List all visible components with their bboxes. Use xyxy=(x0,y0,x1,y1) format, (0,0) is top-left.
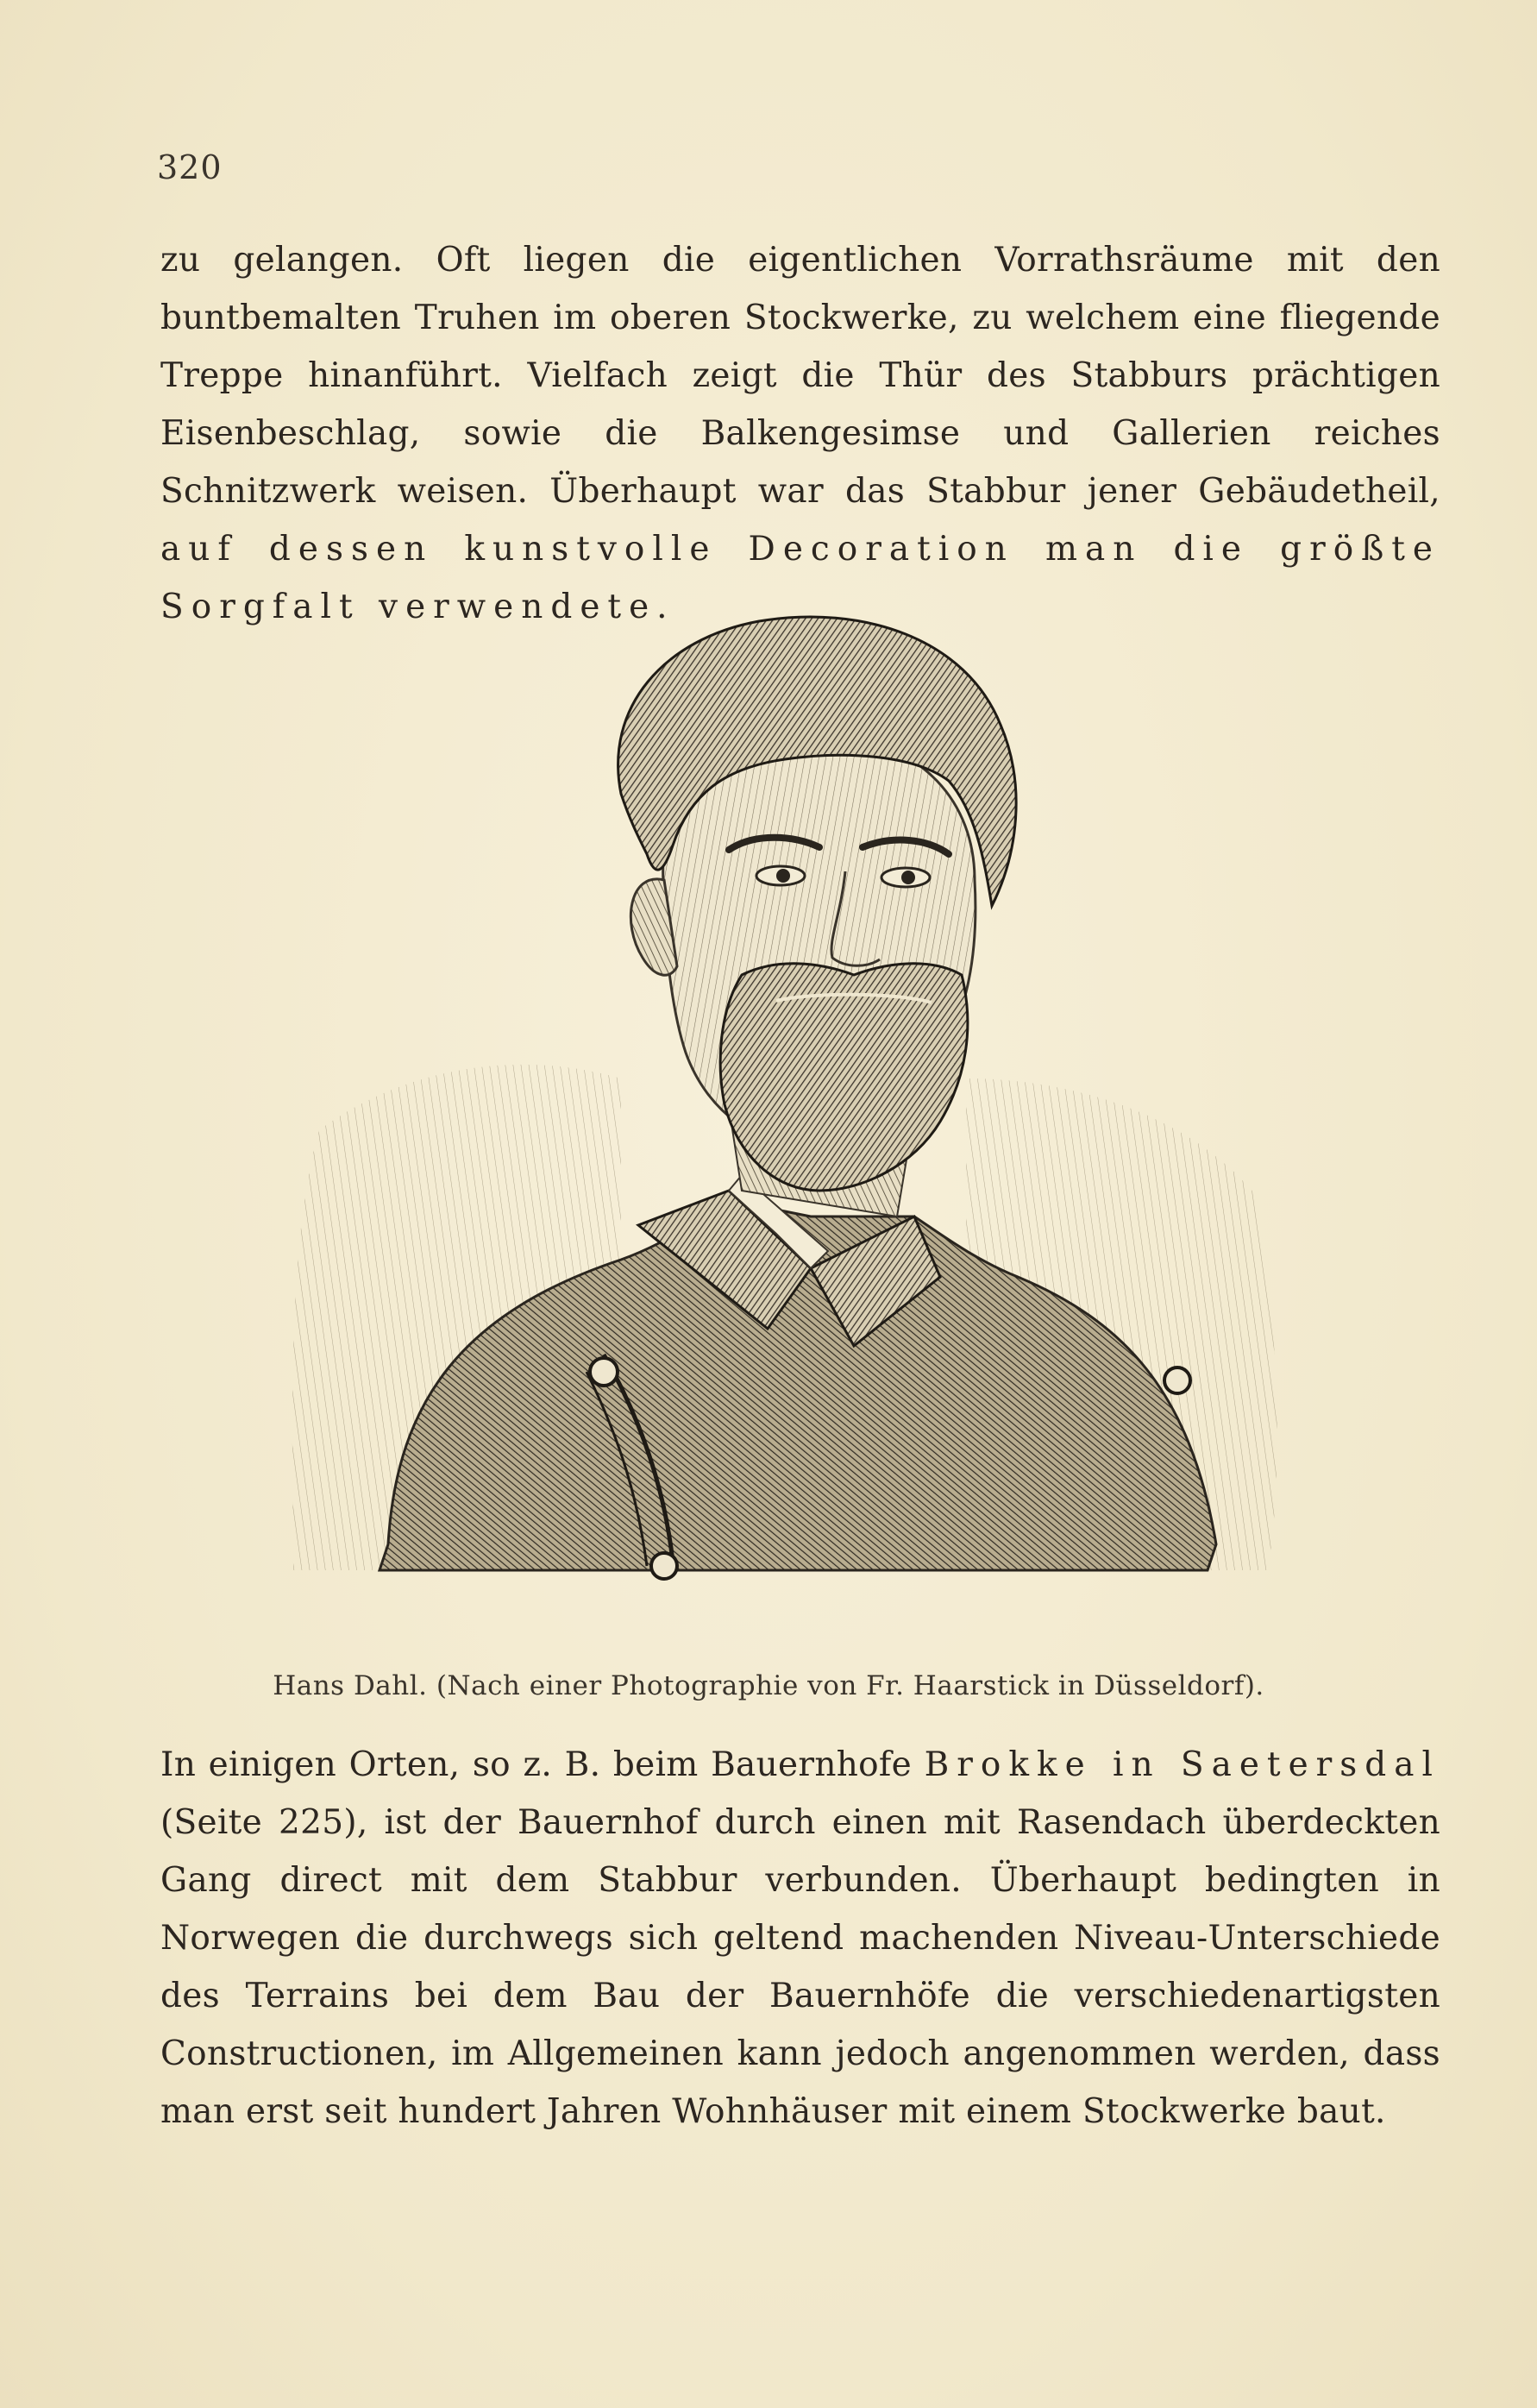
figure-caption: Hans Dahl. (Nach einer Photographie von Fr. Haarstick in Düsseldorf). xyxy=(273,1670,1264,1701)
paragraph-2-text-b: (Seite 225), ist der Bauernhof durch einen mit Rasendach überdeckten Gang direct mit dem Stabbur verbunden. Überhaupt bedingten in Norwegen die durchwegs sich geltend machenden Niveau-Unterschiede des Terrains bei dem Bau der Bauernhöfe die verschiedenartigsten Constructionen, im Allgemeinen kann jedoch angenommen werden, dass man erst seit hundert Jahren Wohnhäuser mit einem Stockwerke baut. xyxy=(160,1803,1440,2131)
coat-button xyxy=(1164,1367,1190,1393)
portrait-engraving xyxy=(259,595,1294,1657)
paragraph-1-spaced-text: auf dessen kunstvolle Decoration man die größte Sorgfalt verwendete. xyxy=(160,530,1440,626)
page-number: 320 xyxy=(157,148,223,186)
coat-button xyxy=(590,1358,618,1386)
paragraph-2 xyxy=(160,1736,1440,2141)
paragraph-2-spaced-text: Brokke in Saetersdal xyxy=(924,1745,1440,1784)
paragraph-2-text-a: In einigen Orten, so z. B. beim Bauernhofe xyxy=(160,1745,913,1784)
paragraph-1 xyxy=(160,231,1440,636)
coat-button xyxy=(651,1553,677,1579)
beard xyxy=(720,964,968,1191)
paragraph-1-text: zu gelangen. Oft liegen die eigentlichen Vorrathsräume mit den buntbemalten Truhen im oberen Stockwerke, zu welchem eine fliegende Treppe hinanführt. Vielfach zeigt die Thür des Stabburs prächtigen Eisenbeschlag, sowie die Balkengesimse und Gallerien reiches Schnitzwerk weisen. Überhaupt war das Stabbur jener Gebäudetheil, xyxy=(160,241,1440,511)
